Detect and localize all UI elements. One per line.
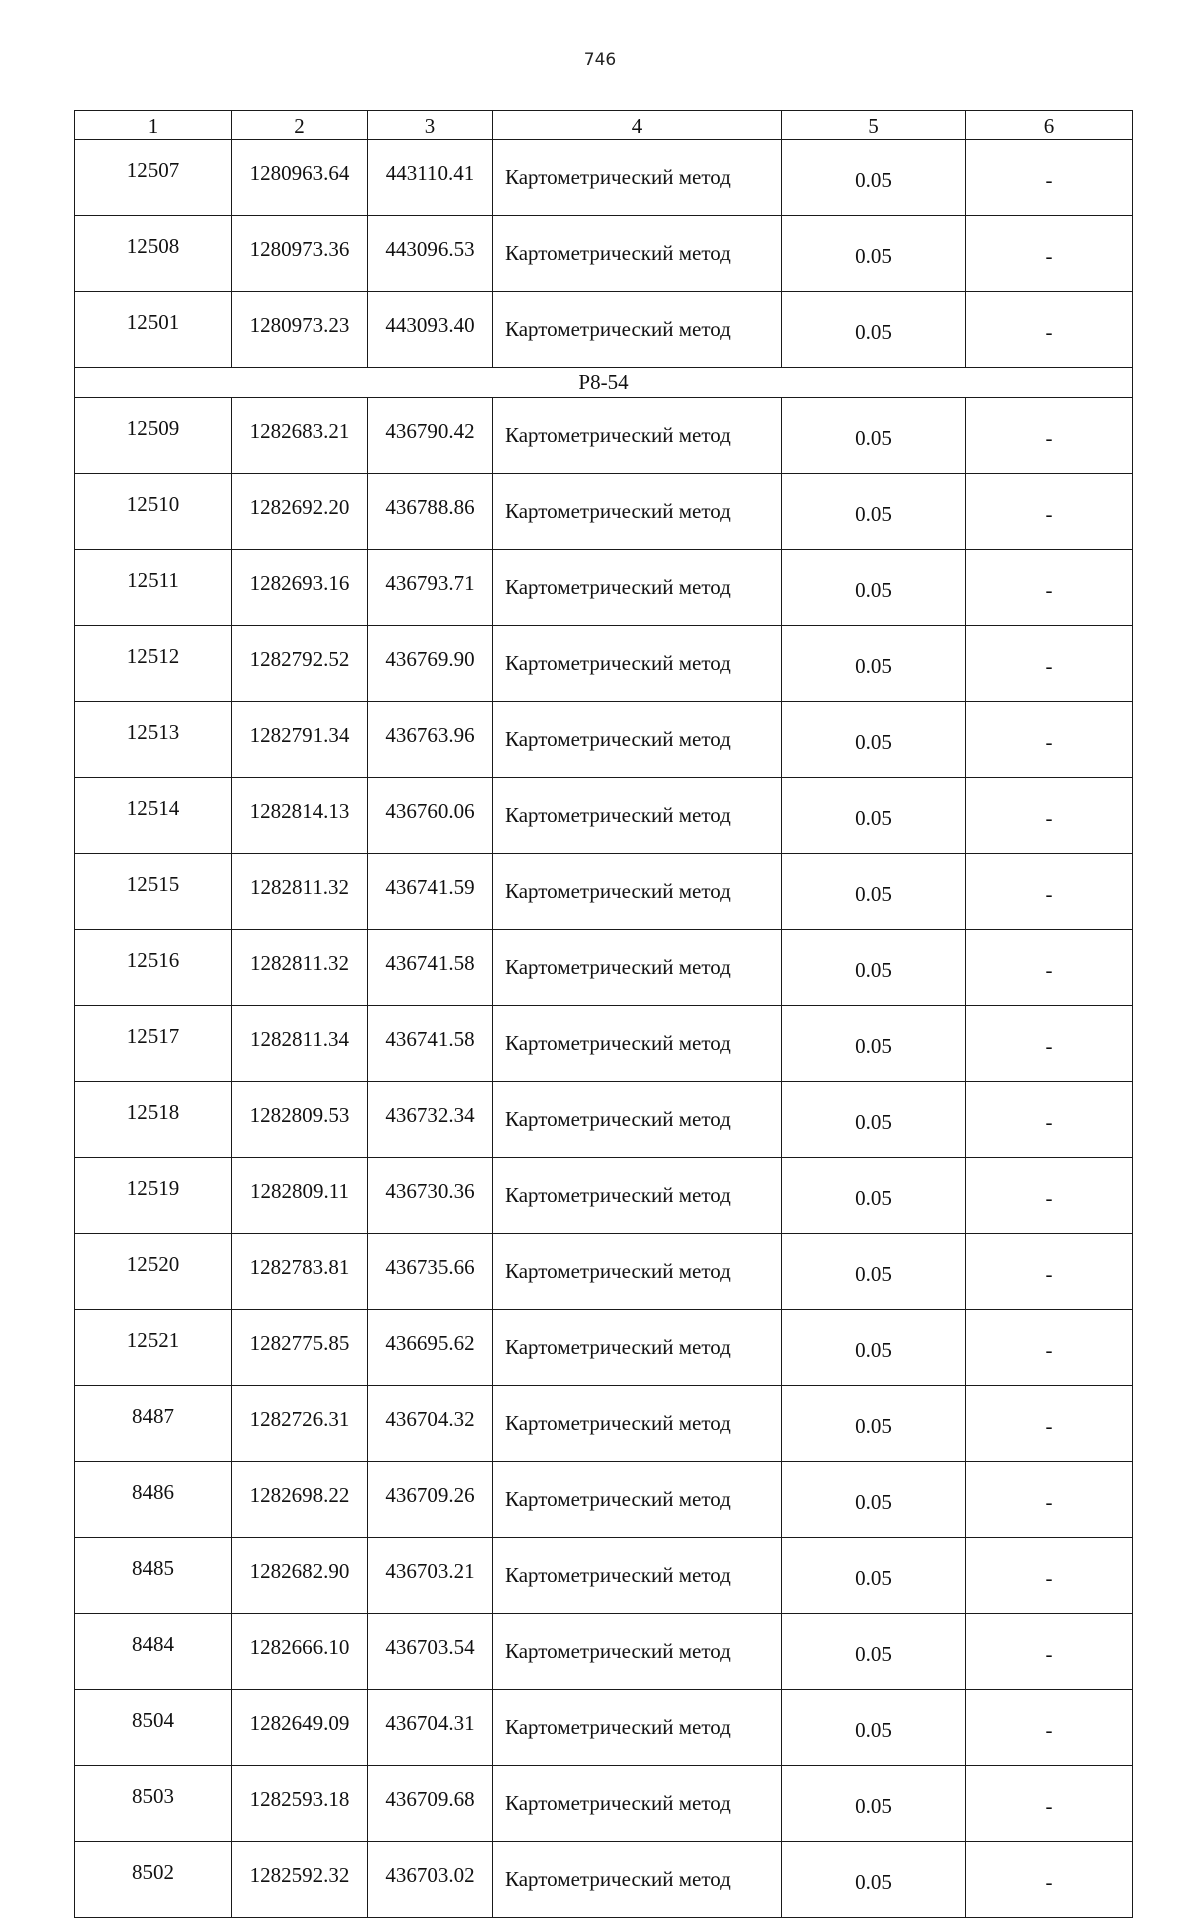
x-coordinate-cell: 1282592.32 xyxy=(232,1842,368,1918)
point-id-cell: 8484 xyxy=(75,1614,232,1690)
point-id-cell: 8486 xyxy=(75,1462,232,1538)
method-cell: Картометрический метод xyxy=(493,550,782,626)
method-cell: Картометрический метод xyxy=(493,930,782,1006)
table-row xyxy=(75,626,1133,702)
accuracy-cell: 0.05 xyxy=(782,1842,966,1918)
accuracy-cell: 0.05 xyxy=(782,778,966,854)
accuracy-cell: 0.05 xyxy=(782,1766,966,1842)
note-cell: - xyxy=(966,398,1133,474)
accuracy-cell: 0.05 xyxy=(782,398,966,474)
accuracy-cell: 0.05 xyxy=(782,1158,966,1234)
accuracy-cell: 0.05 xyxy=(782,550,966,626)
y-coordinate-cell: 436704.31 xyxy=(368,1690,493,1766)
point-id-cell: 12509 xyxy=(75,398,232,474)
x-coordinate-cell: 1282666.10 xyxy=(232,1614,368,1690)
note-cell: - xyxy=(966,778,1133,854)
accuracy-cell: 0.05 xyxy=(782,216,966,292)
method-cell: Картометрический метод xyxy=(493,1006,782,1082)
method-cell: Картометрический метод xyxy=(493,1158,782,1234)
accuracy-cell: 0.05 xyxy=(782,1538,966,1614)
table-row xyxy=(75,1082,1133,1158)
accuracy-cell: 0.05 xyxy=(782,474,966,550)
x-coordinate-cell: 1282811.34 xyxy=(232,1006,368,1082)
note-cell: - xyxy=(966,1690,1133,1766)
table-row xyxy=(75,292,1133,368)
point-id-cell: 12508 xyxy=(75,216,232,292)
accuracy-cell: 0.05 xyxy=(782,292,966,368)
method-cell: Картометрический метод xyxy=(493,398,782,474)
table-row xyxy=(75,550,1133,626)
y-coordinate-cell: 436741.58 xyxy=(368,1006,493,1082)
method-cell: Картометрический метод xyxy=(493,1614,782,1690)
x-coordinate-cell: 1282649.09 xyxy=(232,1690,368,1766)
accuracy-cell: 0.05 xyxy=(782,140,966,216)
y-coordinate-cell: 436793.71 xyxy=(368,550,493,626)
point-id-cell: 12514 xyxy=(75,778,232,854)
accuracy-cell: 0.05 xyxy=(782,1006,966,1082)
note-cell: - xyxy=(966,1386,1133,1462)
x-coordinate-cell: 1282593.18 xyxy=(232,1766,368,1842)
x-coordinate-cell: 1282698.22 xyxy=(232,1462,368,1538)
y-coordinate-cell: 436769.90 xyxy=(368,626,493,702)
accuracy-cell: 0.05 xyxy=(782,1082,966,1158)
point-id-cell: 12520 xyxy=(75,1234,232,1310)
table-body xyxy=(75,111,1133,1918)
y-coordinate-cell: 443096.53 xyxy=(368,216,493,292)
accuracy-cell: 0.05 xyxy=(782,854,966,930)
table-row xyxy=(75,1158,1133,1234)
point-id-cell: 8503 xyxy=(75,1766,232,1842)
method-cell: Картометрический метод xyxy=(493,1462,782,1538)
note-cell: - xyxy=(966,1766,1133,1842)
note-cell: - xyxy=(966,854,1133,930)
method-cell: Картометрический метод xyxy=(493,1842,782,1918)
x-coordinate-cell: 1282811.32 xyxy=(232,854,368,930)
section-row xyxy=(75,368,1133,398)
note-cell: - xyxy=(966,1006,1133,1082)
header-row xyxy=(75,111,1133,140)
note-cell: - xyxy=(966,292,1133,368)
point-id-cell: 12519 xyxy=(75,1158,232,1234)
y-coordinate-cell: 436709.68 xyxy=(368,1766,493,1842)
x-coordinate-cell: 1282791.34 xyxy=(232,702,368,778)
table-row xyxy=(75,474,1133,550)
table-row xyxy=(75,1462,1133,1538)
note-cell: - xyxy=(966,216,1133,292)
column-header: 1 xyxy=(75,111,232,140)
x-coordinate-cell: 1282809.11 xyxy=(232,1158,368,1234)
point-id-cell: 12511 xyxy=(75,550,232,626)
method-cell: Картометрический метод xyxy=(493,1310,782,1386)
y-coordinate-cell: 436704.32 xyxy=(368,1386,493,1462)
method-cell: Картометрический метод xyxy=(493,1766,782,1842)
accuracy-cell: 0.05 xyxy=(782,702,966,778)
table-row xyxy=(75,1538,1133,1614)
x-coordinate-cell: 1282811.32 xyxy=(232,930,368,1006)
method-cell: Картометрический метод xyxy=(493,626,782,702)
point-id-cell: 8485 xyxy=(75,1538,232,1614)
point-id-cell: 8487 xyxy=(75,1386,232,1462)
note-cell: - xyxy=(966,702,1133,778)
table-row xyxy=(75,1842,1133,1918)
point-id-cell: 12516 xyxy=(75,930,232,1006)
note-cell: - xyxy=(966,626,1133,702)
x-coordinate-cell: 1282783.81 xyxy=(232,1234,368,1310)
point-id-cell: 12518 xyxy=(75,1082,232,1158)
column-header: 5 xyxy=(782,111,966,140)
column-header: 6 xyxy=(966,111,1133,140)
method-cell: Картометрический метод xyxy=(493,1234,782,1310)
y-coordinate-cell: 436709.26 xyxy=(368,1462,493,1538)
note-cell: - xyxy=(966,1614,1133,1690)
method-cell: Картометрический метод xyxy=(493,216,782,292)
x-coordinate-cell: 1280973.36 xyxy=(232,216,368,292)
table-row xyxy=(75,702,1133,778)
note-cell: - xyxy=(966,930,1133,1006)
x-coordinate-cell: 1282726.31 xyxy=(232,1386,368,1462)
table-row xyxy=(75,1310,1133,1386)
x-coordinate-cell: 1282809.53 xyxy=(232,1082,368,1158)
table-row xyxy=(75,778,1133,854)
note-cell: - xyxy=(966,1538,1133,1614)
point-id-cell: 12501 xyxy=(75,292,232,368)
point-id-cell: 12513 xyxy=(75,702,232,778)
x-coordinate-cell: 1282693.16 xyxy=(232,550,368,626)
x-coordinate-cell: 1282792.52 xyxy=(232,626,368,702)
method-cell: Картометрический метод xyxy=(493,854,782,930)
accuracy-cell: 0.05 xyxy=(782,626,966,702)
method-cell: Картометрический метод xyxy=(493,1690,782,1766)
y-coordinate-cell: 436703.21 xyxy=(368,1538,493,1614)
note-cell: - xyxy=(966,1158,1133,1234)
column-header: 3 xyxy=(368,111,493,140)
table-row xyxy=(75,1614,1133,1690)
note-cell: - xyxy=(966,1842,1133,1918)
method-cell: Картометрический метод xyxy=(493,140,782,216)
note-cell: - xyxy=(966,550,1133,626)
point-id-cell: 12521 xyxy=(75,1310,232,1386)
accuracy-cell: 0.05 xyxy=(782,1310,966,1386)
column-header: 2 xyxy=(232,111,368,140)
table-row xyxy=(75,140,1133,216)
x-coordinate-cell: 1282683.21 xyxy=(232,398,368,474)
x-coordinate-cell: 1282775.85 xyxy=(232,1310,368,1386)
x-coordinate-cell: 1280963.64 xyxy=(232,140,368,216)
method-cell: Картометрический метод xyxy=(493,1538,782,1614)
accuracy-cell: 0.05 xyxy=(782,1386,966,1462)
table-row xyxy=(75,854,1133,930)
table-row xyxy=(75,1006,1133,1082)
y-coordinate-cell: 436695.62 xyxy=(368,1310,493,1386)
table-row xyxy=(75,1386,1133,1462)
x-coordinate-cell: 1282682.90 xyxy=(232,1538,368,1614)
page-number: 746 xyxy=(583,50,617,70)
table-row xyxy=(75,398,1133,474)
note-cell: - xyxy=(966,474,1133,550)
table-row xyxy=(75,930,1133,1006)
x-coordinate-cell: 1280973.23 xyxy=(232,292,368,368)
table-row xyxy=(75,216,1133,292)
y-coordinate-cell: 443110.41 xyxy=(368,140,493,216)
y-coordinate-cell: 436741.59 xyxy=(368,854,493,930)
y-coordinate-cell: 436735.66 xyxy=(368,1234,493,1310)
table-row xyxy=(75,1766,1133,1842)
column-header: 4 xyxy=(493,111,782,140)
accuracy-cell: 0.05 xyxy=(782,1614,966,1690)
coordinates-table xyxy=(74,110,1133,1918)
y-coordinate-cell: 436703.54 xyxy=(368,1614,493,1690)
point-id-cell: 12517 xyxy=(75,1006,232,1082)
method-cell: Картометрический метод xyxy=(493,778,782,854)
y-coordinate-cell: 436741.58 xyxy=(368,930,493,1006)
y-coordinate-cell: 436730.36 xyxy=(368,1158,493,1234)
y-coordinate-cell: 436732.34 xyxy=(368,1082,493,1158)
note-cell: - xyxy=(966,1082,1133,1158)
accuracy-cell: 0.05 xyxy=(782,930,966,1006)
accuracy-cell: 0.05 xyxy=(782,1234,966,1310)
note-cell: - xyxy=(966,1462,1133,1538)
method-cell: Картометрический метод xyxy=(493,292,782,368)
y-coordinate-cell: 436760.06 xyxy=(368,778,493,854)
y-coordinate-cell: 443093.40 xyxy=(368,292,493,368)
note-cell: - xyxy=(966,1234,1133,1310)
method-cell: Картометрический метод xyxy=(493,702,782,778)
table-row xyxy=(75,1690,1133,1766)
method-cell: Картометрический метод xyxy=(493,474,782,550)
section-title: Р8-54 xyxy=(75,368,1133,398)
point-id-cell: 12512 xyxy=(75,626,232,702)
accuracy-cell: 0.05 xyxy=(782,1462,966,1538)
point-id-cell: 12515 xyxy=(75,854,232,930)
y-coordinate-cell: 436763.96 xyxy=(368,702,493,778)
note-cell: - xyxy=(966,1310,1133,1386)
point-id-cell: 8502 xyxy=(75,1842,232,1918)
y-coordinate-cell: 436790.42 xyxy=(368,398,493,474)
note-cell: - xyxy=(966,140,1133,216)
table-row xyxy=(75,1234,1133,1310)
y-coordinate-cell: 436788.86 xyxy=(368,474,493,550)
point-id-cell: 12510 xyxy=(75,474,232,550)
x-coordinate-cell: 1282814.13 xyxy=(232,778,368,854)
method-cell: Картометрический метод xyxy=(493,1386,782,1462)
x-coordinate-cell: 1282692.20 xyxy=(232,474,368,550)
point-id-cell: 8504 xyxy=(75,1690,232,1766)
accuracy-cell: 0.05 xyxy=(782,1690,966,1766)
point-id-cell: 12507 xyxy=(75,140,232,216)
method-cell: Картометрический метод xyxy=(493,1082,782,1158)
y-coordinate-cell: 436703.02 xyxy=(368,1842,493,1918)
